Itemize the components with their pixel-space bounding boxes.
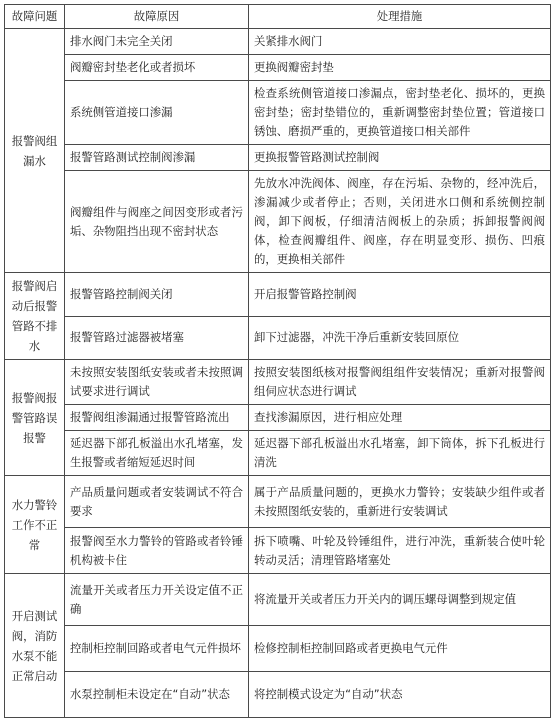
- fix-cell: 属于产品质量问题的，更换水力警铃；安装缺少组件或者未按照图纸安装的，重新进行安装调试: [249, 476, 551, 528]
- fix-cell: 将控制模式设定为“自动”状态: [249, 672, 551, 718]
- cause-cell: 报警管路测试控制阀渗漏: [65, 145, 249, 171]
- table-row: [5, 574, 551, 626]
- header-cause: 故障原因: [65, 5, 249, 29]
- fix-cell: 开启报警管路控制阀: [249, 273, 551, 317]
- header-row: [5, 5, 551, 29]
- fix-cell: 检查系统侧管道接口渗漏点，密封垫老化、损坏的，更换密封垫；密封垫错位的，重新调整密封垫位置；管道接口锈蚀、磨损严重的，更换管道接口相关部件: [249, 81, 551, 145]
- problem-text: 报警阀组漏水: [11, 133, 58, 168]
- table-row: [5, 145, 551, 171]
- cause-cell: 产品质量问题或者安装调试不符合要求: [65, 476, 249, 528]
- table-row: [5, 360, 551, 405]
- table-row: [5, 528, 551, 574]
- problem-cell: 开启测试阀，消防水泵不能正常启动: [5, 574, 65, 718]
- cause-cell: 未按照安装图纸安装或者未按照调试要求进行调试: [65, 360, 249, 405]
- table-row: [5, 171, 551, 273]
- table-row: [5, 431, 551, 476]
- fix-cell: 延迟器下部孔板溢出水孔堵塞，卸下筒体，拆下孔板进行清洗: [249, 431, 551, 476]
- cause-cell: 延迟器下部孔板溢出水孔堵塞，发生报警或者缩短延迟时间: [65, 431, 249, 476]
- fix-cell: 卸下过滤器，冲洗干净后重新安装回原位: [249, 316, 551, 360]
- cause-cell: 系统侧管道接口渗漏: [65, 81, 249, 145]
- cause-cell: 报警管路过滤器被堵塞: [65, 316, 249, 360]
- problem-text: 水力警铃工作不正常: [11, 497, 58, 552]
- table-row: [5, 81, 551, 145]
- header-problem: 故障问题: [5, 5, 65, 29]
- problem-cell: 报警阀启动后报警管路不排水: [5, 273, 65, 360]
- problem-cell: [5, 29, 65, 273]
- table-row: [5, 55, 551, 81]
- problem-cell: [5, 360, 65, 476]
- cause-cell: 报警阀至水力警铃的管路或者铃锤机构被卡住: [65, 528, 249, 574]
- cause-cell: 排水阀门未完全关闭: [65, 29, 249, 55]
- table-row: [5, 273, 551, 317]
- cause-cell: 水泵控制柜未设定在“自动”状态: [65, 672, 249, 718]
- cause-cell: 阀瓣组件与阀座之间因变形或者污垢、杂物阻挡出现不密封状态: [65, 171, 249, 273]
- problem-cell: [5, 476, 65, 574]
- table-row: [5, 672, 551, 718]
- table-row: [5, 476, 551, 528]
- fix-cell: 关紧排水阀门: [249, 29, 551, 55]
- header-fix: 处理措施: [249, 5, 551, 29]
- problem-text: 报警阀报警管路误报警: [11, 390, 58, 445]
- cause-cell: 报警阀组渗漏通过报警管路流出: [65, 405, 249, 431]
- cause-cell: 流量开关或者压力开关设定值不正确: [65, 574, 249, 626]
- table-row: [5, 316, 551, 360]
- fix-cell: 检修控制柜控制回路或者更换电气元件: [249, 626, 551, 672]
- table-row: [5, 626, 551, 672]
- fix-cell: 更换报警管路测试控制阀: [249, 145, 551, 171]
- cause-cell: 报警管路控制阀关闭: [65, 273, 249, 317]
- table-row: [5, 29, 551, 55]
- fix-cell: 更换阀瓣密封垫: [249, 55, 551, 81]
- cause-cell: 阀瓣密封垫老化或者损坏: [65, 55, 249, 81]
- fix-cell: 拆下喷嘴、叶轮及铃锤组件，进行冲洗，重新装合使叶轮转动灵活；清理管路堵塞处: [249, 528, 551, 574]
- cause-cell: 控制柜控制回路或者电气元件损坏: [65, 626, 249, 672]
- fix-cell: 查找渗漏原因，进行相应处理: [249, 405, 551, 431]
- fix-cell: 按照安装图纸核对报警阀组组件安装情况；重新对报警阀组伺应状态进行调试: [249, 360, 551, 405]
- fault-table: [4, 4, 551, 718]
- fix-cell: 先放水冲洗阀体、阀座，存在污垢、杂物的，经冲洗后，渗漏减少或者停止；否则，关闭进水口侧和系统侧控制阀，卸下阀板，仔细清洁阀板上的杂质；拆卸报警阀阀体，检查阀瓣组件、阀座，存在明显变形、损伤、凹痕的，更换相关部件: [249, 171, 551, 273]
- table-row: [5, 405, 551, 431]
- fix-cell: 将流量开关或者压力开关内的调压螺母调整到规定值: [249, 574, 551, 626]
